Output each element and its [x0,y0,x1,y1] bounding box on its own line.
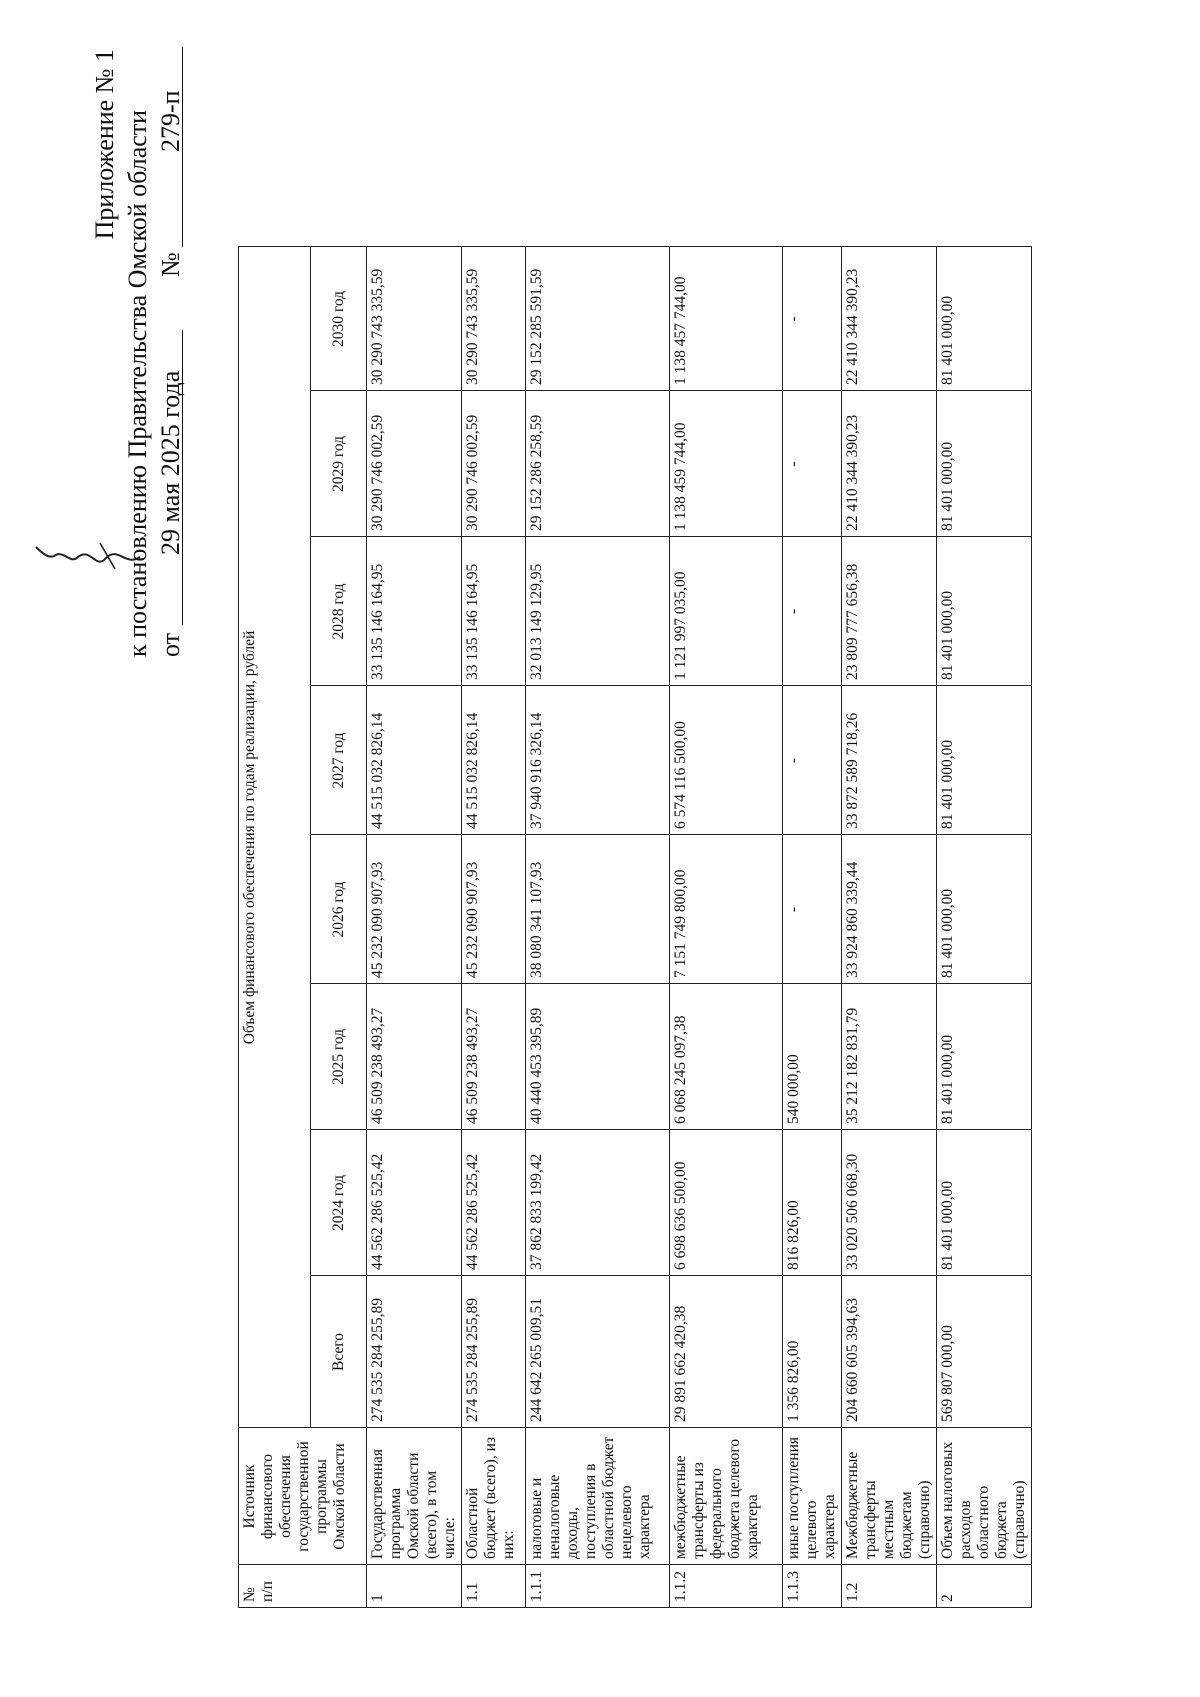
cell-value: 45 232 090 907,93 [462,835,526,984]
col-number-header: № п/п [239,1565,367,1608]
cell-total: 29 891 662 420,38 [670,1276,783,1428]
cell-value: 1 138 459 744,00 [670,391,783,537]
cell-value: 81 401 000,00 [937,247,1032,391]
financing-table [238,246,1032,1608]
table-row [842,247,937,1608]
cell-value: 38 080 341 107,93 [526,835,670,984]
cell-value: 33 924 860 339,44 [842,835,937,984]
cell-value: 44 515 032 826,14 [462,686,526,835]
table-row [670,247,783,1608]
col-year-header: 2030 год [311,247,367,391]
cell-value: 22 410 344 390,23 [842,391,937,537]
table-row [937,247,1032,1608]
cell-value: 1 121 997 035,00 [670,537,783,686]
cell-value: 46 509 238 493,27 [367,984,462,1130]
col-source-header: Источник финансового обеспечения государственной программы Омской области [239,1428,367,1565]
cell-value: 81 401 000,00 [937,391,1032,537]
cell-total: 204 660 605 394,63 [842,1276,937,1428]
table-row [526,247,670,1608]
cell-value: - [783,835,842,984]
cell-value: 44 562 286 525,42 [462,1130,526,1276]
decree-date-line [154,37,188,657]
row-source: иные поступления целевого характера [783,1428,842,1565]
col-year-header: 2029 год [311,391,367,537]
row-source: межбюджетные трансферты из федерального бюджета целевого характера [670,1428,783,1565]
from-label: от [156,632,185,657]
cell-value: 22 410 344 390,23 [842,247,937,391]
row-source: Государственная программа Омской области (всего), в том числе: [367,1428,462,1565]
cell-value: 29 152 285 591,59 [526,247,670,391]
cell-total: 274 535 284 255,89 [462,1276,526,1428]
number-label: № [156,252,185,277]
table-row [367,247,462,1608]
cell-total: 1 356 826,00 [783,1276,842,1428]
row-number: 1 [367,1565,462,1608]
cell-total: 569 807 000,00 [937,1276,1032,1428]
cell-value: 35 212 182 831,79 [842,984,937,1130]
cell-value: 45 232 090 907,93 [367,835,462,984]
cell-value: 29 152 286 258,59 [526,391,670,537]
cell-value: 81 401 000,00 [937,537,1032,686]
cell-value: 44 515 032 826,14 [367,686,462,835]
cell-value: 81 401 000,00 [937,984,1032,1130]
col-year-header: 2025 год [311,984,367,1130]
cell-value: 540 000,00 [783,984,842,1130]
cell-value: 81 401 000,00 [937,835,1032,984]
cell-value: 81 401 000,00 [937,1130,1032,1276]
row-number: 1.1.1 [526,1565,670,1608]
cell-value: 30 290 743 335,59 [462,247,526,391]
row-number: 2 [937,1565,1032,1608]
row-source: налоговые и неналоговые доходы, поступления в областной бюджет нецелевого характера [526,1428,670,1565]
row-source: Объем налоговых расходов областного бюджета (справочно) [937,1428,1032,1565]
col-total-header: Всего [311,1276,367,1428]
table-row [783,247,842,1608]
cell-value: 32 013 149 129,95 [526,537,670,686]
cell-value: 33 135 146 164,95 [462,537,526,686]
cell-total: 274 535 284 255,89 [367,1276,462,1428]
cell-value: 6 698 636 500,00 [670,1130,783,1276]
row-source: Областной бюджет (всего), из них: [462,1428,526,1565]
col-year-header: 2024 год [311,1130,367,1276]
signature [30,527,150,587]
row-number: 1.1 [462,1565,526,1608]
cell-value: 33 135 146 164,95 [367,537,462,686]
decree-number: 279-п [156,90,185,152]
cell-value: 44 562 286 525,42 [367,1130,462,1276]
cell-value: 6 068 245 097,38 [670,984,783,1130]
cell-value: 30 290 743 335,59 [367,247,462,391]
cell-value: 40 440 453 395,89 [526,984,670,1130]
cell-value: 46 509 238 493,27 [462,984,526,1130]
col-year-header: 2027 год [311,686,367,835]
row-number: 1.1.2 [670,1565,783,1608]
table-row [462,247,526,1608]
cell-value: - [783,247,842,391]
cell-value: - [783,537,842,686]
cell-value: 37 862 833 199,42 [526,1130,670,1276]
decree-date: 29 мая 2025 года [156,370,185,555]
cell-value: 7 151 749 800,00 [670,835,783,984]
col-year-header: 2028 год [311,537,367,686]
cell-value: 6 574 116 500,00 [670,686,783,835]
cell-value: 81 401 000,00 [937,686,1032,835]
row-number: 1.1.3 [783,1565,842,1608]
cell-total: 244 642 265 009,51 [526,1276,670,1428]
cell-value: 816 826,00 [783,1130,842,1276]
cell-value: - [783,391,842,537]
cell-value: - [783,686,842,835]
cell-value: 30 290 746 002,59 [462,391,526,537]
cell-value: 23 809 777 656,38 [842,537,937,686]
cell-value: 30 290 746 002,59 [367,391,462,537]
cell-value: 37 940 916 326,14 [526,686,670,835]
row-source: Межбюджетные трансферты местным бюджетам (справочно) [842,1428,937,1565]
col-group-header: Объем финансового обеспечения по годам реализации, рублей [239,247,311,1428]
appendix-title: Приложение № 1 [90,49,119,240]
cell-value: 33 872 589 718,26 [842,686,937,835]
row-number: 1.2 [842,1565,937,1608]
decree-reference: к постановлению Правительства Омской области [123,109,152,657]
col-year-header: 2026 год [311,835,367,984]
cell-value: 33 020 506 068,30 [842,1130,937,1276]
cell-value: 1 138 457 744,00 [670,247,783,391]
